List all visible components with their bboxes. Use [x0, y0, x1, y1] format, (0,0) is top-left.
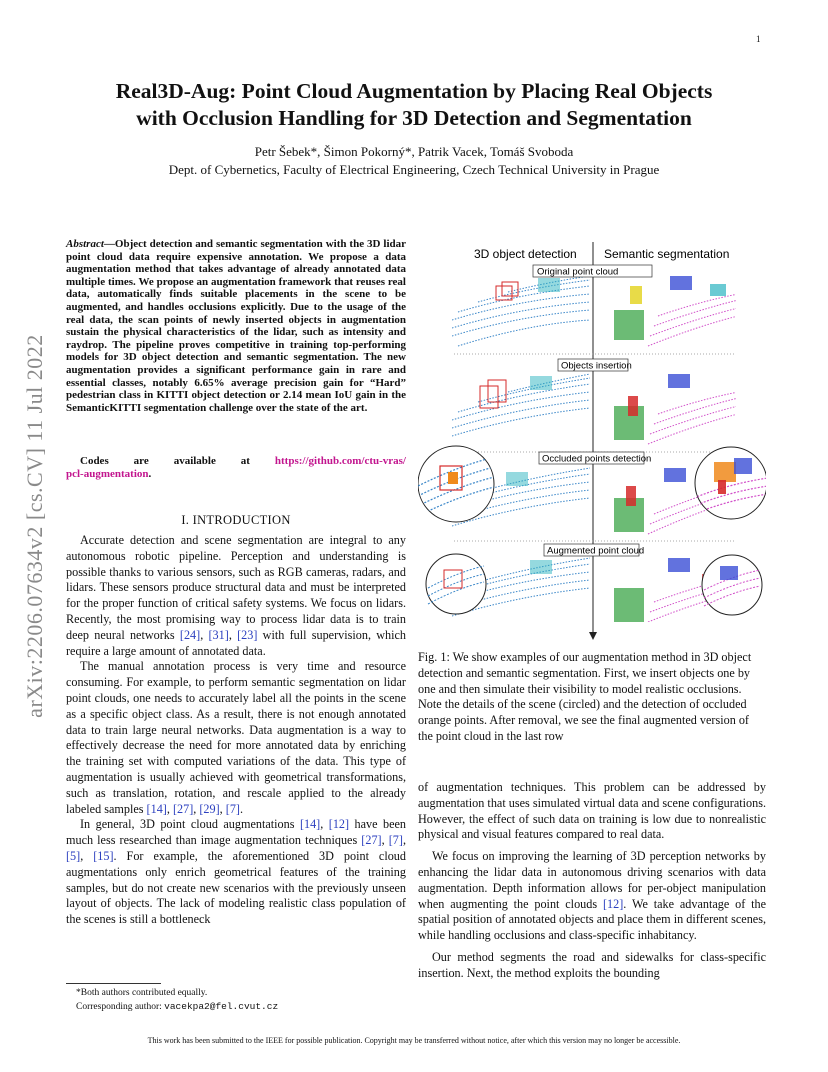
authors: Petr Šebek*, Šimon Pokorný*, Patrik Vacek, Tomáš Svoboda: [254, 144, 574, 159]
detail-circle-right: [694, 447, 766, 519]
detail-circle-right-bottom: [702, 555, 762, 615]
intro-p3-c: . For example, the aforementioned 3D point cloud augmentations only enrich geometrical features of the training samples, but do not create new scenarios with the previously unseen layout of objects. The lack of modeling realistic class population of the scenes is still a bottleneck: [66, 848, 406, 927]
citation[interactable]: [24]: [179, 627, 201, 642]
intro-p1-text: Accurate detection and scene segmentation are integral to any autonomous robotic pipeline. Perception and understanding is possible thanks to various sensors, such as RGB cameras, radars, and lidars. These sensors produce structural data and must be interpreted for the proper function of critical safety systems. We focus on lidars. Recently, the most promising way to process lidar data is to train deep neural networks: [66, 533, 406, 642]
codes-word-1: Codes: [80, 455, 109, 467]
author-block: [80, 143, 748, 179]
citation[interactable]: [29]: [199, 801, 220, 816]
intro-p2-text: The manual annotation process is very time and resource consuming. For example, to perform semantic segmentation on lidar point clouds, one needs to accurately label all the points in the scene as a specific object class. As a result, there is not enough annotated data to train large neural networks. Data augmentation is a way to effectively decrease the need for more annotated data by enriching the training set with computed variations of the data. This type of augmentation is usually achieved with geometrical transformations, such as translation, rotation, and rescale applied to the already labeled samples: [66, 659, 406, 816]
citation[interactable]: [12]: [602, 896, 624, 911]
citation[interactable]: [5]: [66, 848, 81, 863]
codes-period: .: [148, 467, 152, 480]
intro-paragraph-1: Accurate detection and scene segmentation are integral to any autonomous robotic pipeline. Perception and understanding is possible thanks to various sensors, such as RGB cameras, radars, and lidars. These sensors produce structural data and must be interpreted for the proper function of critical safety systems. We focus on lidars. Recently, the most promising way to process lidar data is to train deep neural networks [24], [31], [23] with full supervision, which require a large amount of annotated data.: [66, 533, 407, 658]
corresponding-email[interactable]: vacekpa2@fel.cvut.cz: [164, 1001, 279, 1012]
row2-segmentation-scan: [614, 374, 738, 444]
fig-header-segmentation: Semantic segmentation: [604, 247, 730, 261]
intro-paragraph-3: In general, 3D point cloud augmentations [14], [12] have been much less researched than image augmentation techniques [27], [7], [5], [15]. For example, the aforementioned 3D point cloud augmentations only enrich geometrical features of the training samples, but do not create new scenarios with the previously unseen layout of objects. The lack of modeling realistic class population of the scenes is still a bottleneck: [66, 817, 407, 927]
page-number: 1: [756, 34, 761, 44]
codes-word-4: at: [240, 455, 250, 467]
row1-segmentation-scan: [614, 276, 738, 346]
copyright-notice: This work has been submitted to the IEEE for possible publication. Copyright may be transferred without notice, after which this version may no longer be accessible.: [147, 1036, 681, 1045]
abstract-text: —Object detection and semantic segmentation with the 3D lidar point cloud data require expensive annotation. We propose a data augmentation method that takes advantage of already annotated data multiple times. We propose an augmentation framework that reuses real data, automatically finds suitable placements in the scene to be augmented, and handles occlusions explicitly. Due to the usage of the real data, the scan points of newly inserted objects in augmentation sustain the physical characteristics of the lidar, such as intensity and raydrop. The pipeline proves competitive in training top-performing models for 3D object detection and semantic segmentation. The new augmentation provides a significant performance gain in rare and essential classes, notably 6.65% average precision gain for “Hard” pedestrian class in KITTI object detection or 2.14 mean IoU gain in the SemanticKITTI segmentation challenge over the state of the art.: [66, 238, 406, 414]
right-paragraph-1: of augmentation techniques. This problem can be addressed by augmentation that uses simulated virtual data and scene configurations. However, the effect of such data on training is low due to nonrealistic physical and visual features compared to real data.: [418, 780, 766, 842]
codes-word-3: available: [173, 455, 216, 467]
footnotes: [76, 987, 406, 1014]
stage-augmented: Augmented point cloud: [547, 545, 645, 557]
citation[interactable]: [15]: [93, 848, 114, 863]
citation[interactable]: [7]: [388, 833, 403, 848]
right-p2-a: We focus on improving the learning of 3D perception networks by enhancing the lidar data in autonomous driving scenarios with data augmentation. Depth information allows for per-object manipulation when augmenting the point clouds: [418, 849, 766, 911]
section-heading: I. INTRODUCTION: [181, 513, 291, 527]
intro-p3-a: In general, 3D point cloud augmentations: [80, 817, 295, 832]
stage-occlusion: Occluded points detection: [542, 453, 652, 465]
detail-circle-left: [418, 446, 498, 522]
affiliation: Dept. of Cybernetics, Faculty of Electrical Engineering, Czech Technical University in Prague: [168, 162, 660, 177]
footnote-divider: [66, 983, 161, 984]
citation[interactable]: [23]: [237, 627, 258, 642]
citation[interactable]: [31]: [208, 627, 229, 642]
stage-insertion: Objects insertion: [561, 360, 632, 372]
intro-p3-b: have been much less researched than image augmentation techniques: [66, 817, 407, 848]
figure-1-graphic: [418, 236, 766, 642]
right-p2-b: . We take advantage of the spatial position of annotated objects and place them in different scenes, while handling occlusions and class-specific inhabitancy.: [418, 896, 767, 943]
detail-circle-left-bottom: [426, 554, 486, 614]
arrow-head: [589, 632, 597, 640]
intro-p1-end: with full supervision, which require a large amount of annotated data.: [66, 627, 407, 658]
citation[interactable]: [27]: [172, 801, 194, 816]
figure-1: [418, 236, 766, 642]
intro-paragraph-2: The manual annotation process is very time and resource consuming. For example, to perform semantic segmentation on lidar point clouds, one needs to accurately label all the points in the scene as a specific object class. As a result, there is not enough annotated data to train large neural networks. Data augmentation is a way to effectively decrease the need for more annotated data by enriching the training set with computed variations of the data. This type of augmentation is usually achieved with geometrical transformations, such as translation, rotation, and rescale applied to the already labeled samples [14], [27], [29], [7].: [66, 659, 406, 816]
figure-1-caption: Fig. 1: We show examples of our augmentation method in 3D object detection and semantic segmentation. First, we insert objects one by one and then simulate their visibility to model realistic occlusions. Note the details of the scene (circled) and the detection of occluded orange points. After removal, we see the final augmented version of the point cloud in the last row: [418, 650, 752, 743]
paper-title: [80, 78, 748, 132]
abstract: [66, 238, 406, 414]
citation[interactable]: [14]: [146, 801, 167, 816]
citation[interactable]: [14]: [299, 817, 321, 832]
title-line-2: with Occlusion Handling for 3D Detection and Segmentation: [136, 106, 692, 130]
footnote-corresponding: [76, 1000, 406, 1014]
fig-header-detection: 3D object detection: [474, 247, 577, 261]
codes-word-2: are: [133, 455, 149, 467]
right-paragraph-2: [418, 849, 766, 944]
citation[interactable]: [27]: [361, 833, 382, 848]
footnote-equal-contribution: *Both authors contributed equally.: [76, 988, 208, 998]
abstract-label: Abstract: [66, 238, 104, 250]
citation[interactable]: [7]: [225, 801, 240, 816]
row2-detection-scan: [452, 374, 590, 436]
stage-original: Original point cloud: [537, 266, 619, 278]
intro-right-column: [418, 780, 766, 982]
footnote-corresponding-label: Corresponding author:: [76, 1002, 162, 1012]
code-link-part-2[interactable]: pcl-augmentation: [66, 467, 149, 480]
code-availability: [66, 455, 406, 480]
code-link-part-1[interactable]: https://github.com/ctu-vras/: [274, 455, 406, 467]
right-paragraph-3: Our method segments the road and sidewalks for class-specific insertion. Next, the method exploits the bounding: [418, 949, 766, 980]
arxiv-stamp: arXiv:2206.07634v2 [cs.CV] 11 Jul 2022: [22, 334, 47, 718]
citation[interactable]: [12]: [328, 817, 350, 832]
row1-detection-scan: [452, 276, 590, 346]
title-line-1: Real3D-Aug: Point Cloud Augmentation by Placing Real Objects: [115, 79, 713, 103]
intro-left-column: [66, 533, 406, 928]
